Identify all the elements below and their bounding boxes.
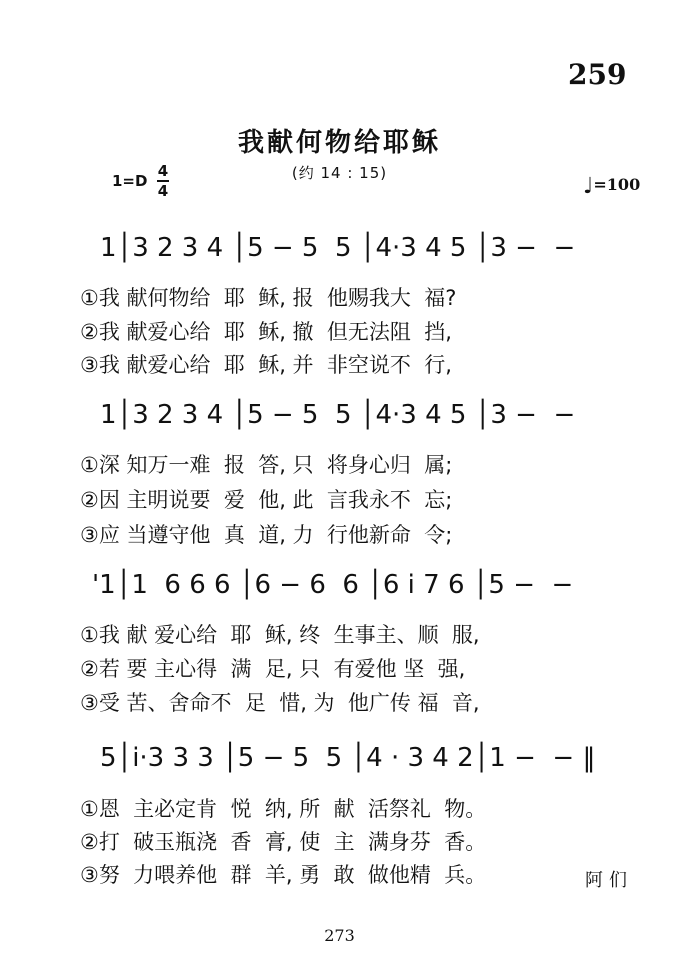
- amen-text: 阿们: [585, 870, 633, 891]
- time-signature-bottom: 4: [157, 182, 169, 200]
- tempo-value: =100: [593, 175, 641, 194]
- scripture-reference: (约 14 : 15): [291, 164, 388, 182]
- lyric-line-1-1: ①我 献何物给 耶 稣, 报 他赐我大 福?: [80, 286, 457, 310]
- hymn-number: 259: [568, 58, 627, 91]
- lyric-line-3-1: ①我 献 爱心给 耶 稣, 终 生事主、顺 服,: [80, 623, 480, 647]
- tempo-marking: [583, 170, 641, 199]
- lyric-line-4-3: ③努 力喂养他 群 羊, 勇 敢 做他精 兵。: [80, 863, 487, 887]
- quarter-note-icon: ♩: [583, 173, 594, 199]
- lyric-line-2-2: ②因 主明说要 爱 他, 此 言我永不 忘;: [80, 488, 453, 512]
- page-number: 273: [324, 926, 355, 945]
- time-signature-top: 4: [157, 162, 169, 180]
- key-signature: 1=D: [112, 172, 148, 190]
- notation-line-3: '1│1 6 6 6 │6 − 6 6 │6 i 7 6 │5 − −: [92, 570, 574, 600]
- lyric-line-3-2: ②若 要 主心得 满 足, 只 有爱他 坚 强,: [80, 657, 466, 681]
- lyric-line-4-1: ①恩 主必定肯 悦 纳, 所 献 活祭礼 物。: [80, 797, 487, 821]
- lyric-line-3-3: ③受 苦、舍命不 足 惜, 为 他广传 福 音,: [80, 691, 480, 715]
- time-signature: [157, 163, 169, 199]
- notation-line-4: 5│i·3 3 3 │5 − 5 5 │4 · 3 4 2│1 − − ‖: [100, 743, 596, 773]
- lyric-line-1-3: ③我 献爱心给 耶 稣, 并 非空说不 行,: [80, 353, 452, 377]
- lyric-line-2-3: ③应 当遵守他 真 道, 力 行他新命 令;: [80, 523, 453, 547]
- notation-line-1: 1│3 2 3 4 │5 − 5 5 │4·3 4 5 │3 − −: [100, 233, 576, 263]
- notation-line-2: 1│3 2 3 4 │5 − 5 5 │4·3 4 5 │3 − −: [100, 400, 576, 430]
- lyric-line-1-2: ②我 献爱心给 耶 稣, 撤 但无法阻 挡,: [80, 320, 452, 344]
- lyric-line-4-2: ②打 破玉瓶浇 香 膏, 使 主 满身芬 香。: [80, 830, 487, 854]
- hymn-title: 我献何物给耶稣: [237, 128, 441, 158]
- lyric-line-2-1: ①深 知万一难 报 答, 只 将身心归 属;: [80, 453, 453, 477]
